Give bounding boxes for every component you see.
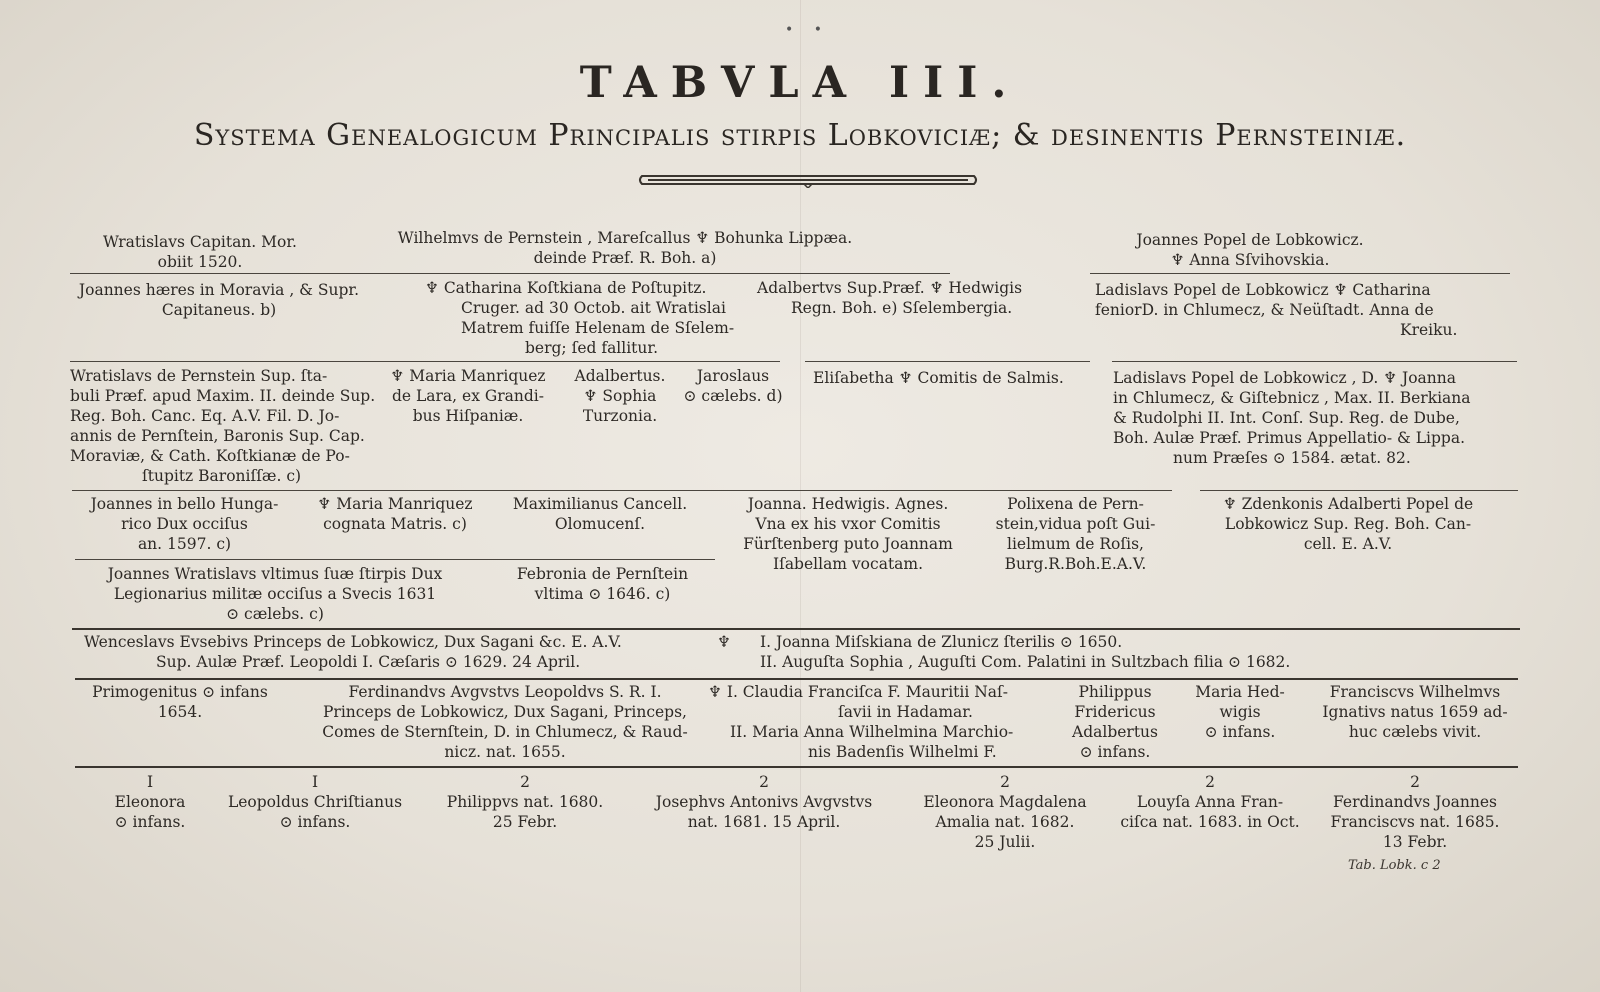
text-line: lielmum de Roſis,: [1007, 535, 1144, 553]
text-line: annis de Pernſtein, Baronis Sup. Cap.: [70, 427, 365, 445]
text-line: nis Badenſis Wilhelmi F.: [808, 743, 997, 761]
child-leopoldus: [215, 772, 415, 832]
text-line: Joannes hæres in Moravia , & Supr.: [78, 281, 360, 299]
maria-manriquez-cognata: [300, 494, 490, 534]
text-line: Joanna. Hedwigis. Agnes.: [747, 495, 949, 513]
text-line: Franciscvs Wilhelmvs: [1329, 683, 1501, 701]
child-ferdinandus: [1305, 772, 1525, 852]
text-line: ⊙ infans.: [279, 813, 351, 831]
text-line: ſavii in Hadamar.: [838, 703, 973, 721]
branch-line: [70, 361, 780, 362]
elisabetha: Eliſabetha ♆ Comitis de Salmis.: [813, 369, 1064, 387]
child-number: I: [311, 773, 319, 791]
text-line: Princeps de Lobkowicz, Dux Sagani, Princeps,: [323, 703, 687, 721]
text-line: berg; ſed fallitur.: [525, 339, 659, 357]
child-number: 2: [1205, 773, 1215, 791]
text-line: cognata Matris. c): [323, 515, 467, 533]
text-line: stein,vidua poſt Gui-: [995, 515, 1156, 533]
child-louysa: [1110, 772, 1310, 832]
branch-line: [72, 490, 1172, 491]
ladislaus-senior: [1095, 280, 1505, 340]
text-line: Sup. Aulæ Præf. Leopoldi I. Cæſaris ⊙ 1629. 24 April.: [156, 653, 581, 671]
text-line: Boh. Aulæ Præf. Primus Appellatio- & Lippa.: [1113, 429, 1466, 447]
text-line: Fridericus: [1074, 703, 1156, 721]
joannes-haeres: [64, 280, 374, 320]
text-line: obiit 1520.: [157, 253, 243, 271]
child-philippus: [430, 772, 620, 832]
text-line: Leopoldus Chriſtianus: [227, 793, 403, 811]
text-line: Ladislavs Popel de Lobkowicz , D. ♆ Joanna: [1113, 369, 1457, 387]
ornament-rule-icon: [638, 172, 978, 188]
text-line: ♆ Zdenkonis Adalberti Popel de: [1222, 495, 1474, 513]
text-line: Vna ex his vxor Comitis: [755, 515, 941, 533]
text-line: ſtupitz Baroniſſæ. c): [142, 467, 302, 485]
text-line: feniorD. in Chlumecz, & Neüſtadt. Anna de: [1095, 301, 1434, 319]
text-line: Ferdinandvs Avgvstvs Leopoldvs S. R. I.: [348, 683, 662, 701]
text-line: Fürſtenberg puto Joannam: [743, 535, 953, 553]
child-number: 2: [1410, 773, 1420, 791]
text-line: Amalia nat. 1682.: [935, 813, 1075, 831]
page-subtitle: Systema Genealogicum Principalis ſtirpis Lobkoviciæ; & deſinentis Pernsteiniæ.: [193, 118, 1407, 153]
child-eleonora-magdalena: [905, 772, 1105, 852]
branch-line: [805, 361, 1090, 362]
text-line: Maria Hed-: [1195, 683, 1285, 701]
text-line: Capitaneus. b): [161, 301, 277, 319]
branch-line: [75, 559, 715, 560]
text-line: ♆ Maria Manriquez: [317, 495, 473, 513]
text-line: Joannes Wratislavs vltimus ſuæ ſtirpis Dux: [107, 565, 443, 583]
maria-hedwigis: [1185, 682, 1295, 742]
adalbertus-sophia: [565, 366, 675, 426]
wilhelmvs-pernstein: [355, 228, 895, 268]
text-line: Kreiku.: [1400, 321, 1458, 339]
signature-mark: Tab. Lobk. c 2: [1348, 858, 1441, 873]
text-line: ♆ Sophia: [583, 387, 657, 405]
text-line: ♆ I. Claudia Franciſca F. Mauritii Naſ-: [708, 683, 1009, 701]
text-line: deinde Præf. R. Boh. a): [533, 249, 717, 267]
text-line: ⊙ infans.: [114, 813, 186, 831]
text-line: Franciscvs nat. 1685.: [1330, 813, 1500, 831]
child-number: 2: [1000, 773, 1010, 791]
text-line: Legionarius militæ occiſus a Svecis 1631: [113, 585, 437, 603]
text-line: Joannes in bello Hunga-: [90, 495, 279, 513]
text-line: Febronia de Pernſtein: [516, 565, 689, 583]
text-line: Primogenitus ⊙ infans: [92, 683, 268, 701]
text-line: in Chlumecz, & Giſtebnicz , Max. II. Berkiana: [1113, 389, 1471, 407]
text-line: ciſca nat. 1683. in Oct.: [1120, 813, 1300, 831]
text-line: ♆ Maria Manriquez: [390, 367, 546, 385]
philippus-fridericus: [1060, 682, 1170, 762]
text-line: ⊙ infans.: [1204, 723, 1276, 741]
text-line: Adalbertvs Sup.Præf. ♆ Hedwigis: [757, 279, 1023, 297]
text-line: Wratislavs de Pernstein Sup. ſta-: [70, 367, 328, 385]
maximilianus: [500, 494, 700, 534]
text-line: Reg. Boh. Canc. Eq. A.V. Fil. D. Jo-: [70, 407, 340, 425]
branch-line: [70, 273, 950, 274]
branch-line: [72, 628, 1520, 630]
text-line: Turzonia.: [582, 407, 658, 425]
text-line: Ferdinandvs Joannes: [1332, 793, 1497, 811]
text-line: Moraviæ, & Cath. Koſtkianæ de Po-: [70, 447, 350, 465]
text-line: ♆ Catharina Koſtkiana de Poſtupitz.: [425, 279, 707, 297]
child-number: 2: [520, 773, 530, 791]
text-line: wigis: [1219, 703, 1261, 721]
text-line: Wenceslavs Evsebivs Princeps de Lobkowicz, Dux Sagani &c. E. A.V.: [84, 633, 622, 651]
text-line: Ladislavs Popel de Lobkowicz ♆ Catharina: [1095, 281, 1431, 299]
text-line: I. Joanna Miſskiana de Zlunicz ſterilis ⊙ 1650.: [760, 633, 1123, 651]
maria-manriquez: [378, 366, 558, 426]
text-line: Wilhelmvs de Pernstein , Mareſcallus ♆ Bohunka Lippæa.: [397, 229, 853, 247]
branch-line: [75, 766, 1518, 768]
text-line: huc cælebs vivit.: [1348, 723, 1482, 741]
text-line: rico Dux occiſus: [121, 515, 248, 533]
joannes-popel: [1110, 230, 1390, 270]
text-line: nicz. nat. 1655.: [444, 743, 566, 761]
child-josephus: [628, 772, 900, 832]
polixena: [978, 494, 1173, 574]
zdenkonis: [1183, 494, 1513, 554]
joannes-in-bello: [72, 494, 297, 554]
text-line: & Rudolphi II. Int. Conſ. Sup. Reg. de Dube,: [1113, 409, 1460, 427]
text-line: Jaroslaus: [696, 367, 770, 385]
branch-line: [1112, 361, 1517, 362]
text-line: Burg.R.Boh.E.A.V.: [1004, 555, 1147, 573]
text-line: an. 1597. c): [137, 535, 232, 553]
child-number: 2: [759, 773, 769, 791]
branch-line: [75, 678, 1518, 680]
catharina-kostkiana: [425, 278, 755, 358]
wratislavs-capitan: [70, 232, 330, 272]
text-line: Adalbertus.: [574, 367, 666, 385]
branch-line: [1090, 273, 1510, 274]
text-line: Philippvs nat. 1680.: [446, 793, 604, 811]
text-line: Iſabellam vocatam.: [772, 555, 924, 573]
text-line: ⊙ cælebs. c): [226, 605, 324, 623]
text-line: Olomucenſ.: [554, 515, 646, 533]
text-line: bus Hiſpaniæ.: [412, 407, 524, 425]
text-line: ♆ Anna Sſvihovskia.: [1170, 251, 1330, 269]
text-line: ⊙ infans.: [1079, 743, 1151, 761]
text-line: Lobkowicz Sup. Reg. Boh. Can-: [1224, 515, 1472, 533]
text-line: Regn. Boh. e) Sſelembergia.: [791, 299, 1013, 317]
text-line: Ignativs natus 1659 ad-: [1322, 703, 1508, 721]
text-line: 13 Febr.: [1382, 833, 1448, 851]
claudia-maria-anna: [708, 682, 1048, 762]
franciscvs-wilhelmvs: [1305, 682, 1525, 742]
text-line: II. Auguſta Sophia , Auguſti Com. Palatini in Sultzbach filia ⊙ 1682.: [760, 653, 1291, 671]
primogenitus: [80, 682, 280, 722]
text-line: Philippus: [1078, 683, 1152, 701]
text-line: 1654.: [157, 703, 203, 721]
joanna-augusta: [760, 632, 1360, 672]
febronia: [495, 564, 710, 604]
text-line: Eleonora Magdalena: [923, 793, 1087, 811]
text-line: buli Præf. apud Maxim. II. deinde Sup.: [70, 387, 376, 405]
text-line: cell. E. A.V.: [1303, 535, 1393, 553]
branch-line: [1200, 490, 1518, 491]
text-line: Adalbertus: [1072, 723, 1158, 741]
child-number: I: [146, 773, 154, 791]
text-line: Polixena de Pern-: [1007, 495, 1144, 513]
text-line: ⊙ cælebs. d): [683, 387, 783, 405]
adalbertus-hedwigis: [757, 278, 1087, 318]
text-line: 25 Julii.: [974, 833, 1036, 851]
text-line: Wratislavs Capitan. Mor.: [103, 233, 297, 251]
wenceslavs-eusebius: [84, 632, 704, 672]
spouse-symbol: ♆: [717, 633, 731, 651]
joannes-wratislavs: [75, 564, 475, 624]
text-line: de Lara, ex Grandi-: [391, 387, 545, 405]
text-line: Maximilianus Cancell.: [512, 495, 688, 513]
page-title: TABVLA III.: [579, 58, 1021, 108]
wratislavs-pernstein: [70, 366, 380, 486]
text-line: num Præſes ⊙ 1584. ætat. 82.: [1173, 449, 1411, 467]
text-line: vltima ⊙ 1646. c): [534, 585, 671, 603]
text-line: Joannes Popel de Lobkowicz.: [1136, 231, 1364, 249]
text-line: Cruger. ad 30 Octob. ait Wratislai: [461, 299, 726, 317]
ladislaus-popel: [1113, 368, 1523, 468]
text-line: Eleonora: [114, 793, 186, 811]
text-line: nat. 1681. 15 April.: [687, 813, 841, 831]
text-line: Louyſa Anna Fran-: [1136, 793, 1284, 811]
text-line: Matrem fuiſſe Helenam de Sſelem-: [461, 319, 735, 337]
ferdinandvs-avgvstvs: [300, 682, 710, 762]
child-eleonora: [95, 772, 205, 832]
top-marks: • •: [785, 22, 830, 38]
text-line: Comes de Sternſtein, D. in Chlumecz, & Raud-: [322, 723, 688, 741]
text-line: Josephvs Antonivs Avgvstvs: [655, 793, 873, 811]
text-line: II. Maria Anna Wilhelmina Marchio-: [730, 723, 1014, 741]
text-line: 25 Febr.: [492, 813, 558, 831]
joanna-hedwigis-agnes: [728, 494, 968, 574]
jaroslaus: [678, 366, 788, 406]
